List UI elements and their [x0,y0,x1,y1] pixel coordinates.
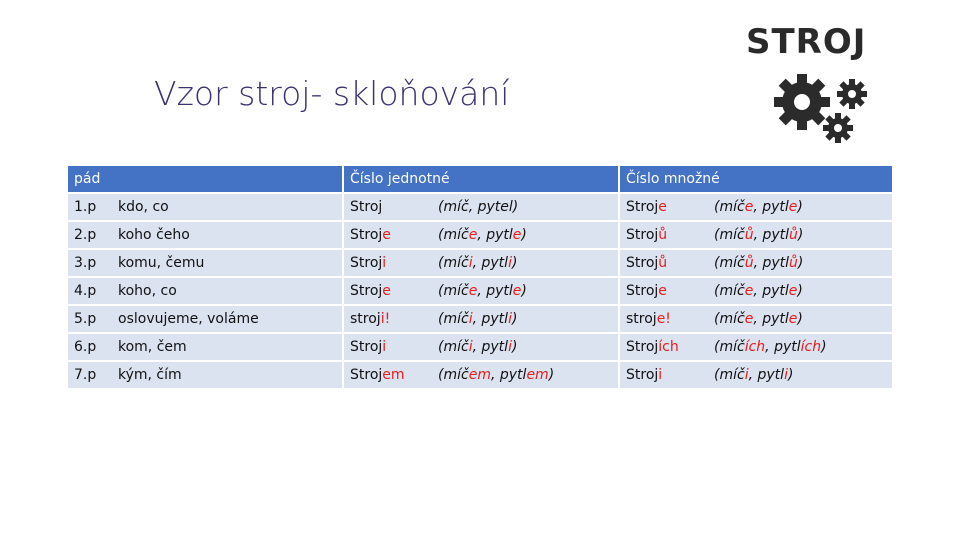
example-stem: míč [719,367,745,383]
example-ending: e [744,283,754,299]
example-ending: ích [744,339,766,355]
form-ending: e [382,283,391,299]
form-ending: i [382,255,387,271]
example-stem: míč [719,339,745,355]
example-stem: míč [443,311,469,327]
examples: (míčů, pytlů) [714,227,804,243]
singular-cell [344,362,618,388]
plural-cell [620,362,892,388]
case-cell [68,194,342,220]
example-stem: pytl [762,283,789,299]
table-header-row [68,166,892,192]
page-title: Vzor stroj- skloňování [154,74,510,113]
example-stem: pytl [757,367,785,383]
word-form [350,227,438,243]
example-stem: míč [443,283,469,299]
example-stem: míč [719,283,745,299]
gears-icon [740,72,880,152]
header-singular: Číslo jednotné [344,166,618,192]
example-stem: pytl [762,255,790,271]
example-ending: e [468,283,478,299]
case-number: 3.p [74,255,97,271]
singular-cell [344,306,618,332]
case-number: 6.p [74,339,97,355]
table-row [68,334,892,360]
table-row [68,250,892,276]
form-ending: em [382,367,405,383]
form-stem: Stroj [350,283,383,299]
word-form [626,199,714,215]
example-ending: e [512,283,522,299]
example-stem: míč [719,199,745,215]
plural-cell [620,250,892,276]
form-ending: e! [656,311,671,327]
example-stem: míč [719,311,745,327]
case-number: 4.p [74,283,97,299]
examples: (míčem, pytlem) [438,367,555,383]
example-ending: e [744,199,754,215]
example-stem: pytel [477,199,513,215]
examples: (míči, pytli) [438,311,518,327]
singular-cell [344,278,618,304]
plural-cell [620,194,892,220]
case-question: komu, čemu [118,255,205,271]
singular-cell [344,222,618,248]
word-form [626,255,714,271]
form-ending: i! [380,311,391,327]
example-stem: pytl [774,339,801,355]
case-question: kdo, co [118,199,169,215]
word-form [350,311,438,327]
example-ending: ů [789,227,798,243]
singular-cell [344,250,618,276]
example-ending: i [508,339,512,355]
word-form [626,311,714,327]
plural-cell [620,334,892,360]
case-question: kým, čím [118,367,182,383]
example-ending: i [468,255,473,271]
example-stem: míč [719,255,745,271]
example-ending: i [508,255,512,271]
case-number: 5.p [74,311,97,327]
example-stem: pytl [486,283,513,299]
examples: (míče, pytle) [714,199,803,215]
form-stem: Stroj [626,255,659,271]
word-form [626,339,714,355]
example-stem: míč [443,339,469,355]
example-stem: míč [443,367,469,383]
example-ending: ů [789,255,798,271]
example-ending: e [744,311,754,327]
table-row [68,278,892,304]
table-row [68,362,892,388]
example-ending: em [526,367,549,383]
example-ending: i [784,367,788,383]
word-form [350,283,438,299]
example-ending: ích [800,339,822,355]
form-stem: Stroj [626,227,659,243]
form-ending: e [658,283,667,299]
examples: (míčích, pytlích) [714,339,827,355]
example-stem: pytl [486,227,513,243]
form-ending: e [382,227,391,243]
example-ending: i [468,339,473,355]
case-question: koho čeho [118,227,190,243]
form-ending: e [658,199,667,215]
form-ending: ů [658,255,668,271]
example-stem: pytl [762,199,789,215]
header-case: pád [68,166,342,192]
word-form [350,199,438,215]
example-stem: pytl [499,367,527,383]
table-row [68,222,892,248]
example-stem: pytl [481,311,509,327]
header-plural: Číslo množné [620,166,892,192]
form-ending: ů [658,227,668,243]
stroj-logo [740,20,880,152]
example-stem: míč [443,227,469,243]
form-stem: Stroj [626,367,659,383]
example-ending: i [508,311,512,327]
form-stem: stroj [626,311,657,327]
singular-cell [344,194,618,220]
example-ending: e [468,227,478,243]
example-ending: ů [744,255,754,271]
examples: (míče, pytle) [714,311,803,327]
example-ending: e [788,311,798,327]
examples: (míč, pytel) [438,199,519,215]
example-stem: míč [443,199,469,215]
examples: (míče, pytle) [714,283,803,299]
form-stem: Stroj [350,339,383,355]
case-cell [68,278,342,304]
word-form [626,227,714,243]
example-stem: pytl [762,311,789,327]
form-stem: Stroj [350,367,383,383]
case-question: oslovujeme, voláme [118,311,259,327]
form-stem: Stroj [350,255,383,271]
plural-cell [620,222,892,248]
form-stem: Stroj [626,283,659,299]
case-cell [68,334,342,360]
form-stem: Stroj [350,227,383,243]
word-form [626,283,714,299]
case-question: kom, čem [118,339,187,355]
example-ending: i [744,367,749,383]
example-stem: pytl [481,339,509,355]
word-form [350,367,438,383]
examples: (míči, pytli) [438,255,518,271]
plural-cell [620,306,892,332]
form-ending: i [658,367,663,383]
case-number: 2.p [74,227,97,243]
form-stem: Stroj [350,199,383,215]
case-question: koho, co [118,283,177,299]
examples: (míčů, pytlů) [714,255,804,271]
examples: (míči, pytli) [714,367,794,383]
example-stem: míč [719,227,745,243]
word-form [626,367,714,383]
examples: (míče, pytle) [438,227,527,243]
example-ending: em [468,367,491,383]
case-number: 7.p [74,367,97,383]
examples: (míče, pytle) [438,283,527,299]
example-stem: pytl [481,255,509,271]
case-cell [68,250,342,276]
form-stem: Stroj [626,199,659,215]
examples: (míči, pytli) [438,339,518,355]
form-stem: Stroj [626,339,659,355]
example-ending: i [468,311,473,327]
case-cell [68,222,342,248]
word-form [350,339,438,355]
example-ending: e [788,199,798,215]
form-stem: stroj [350,311,381,327]
logo-text: STROJ [746,22,867,62]
example-ending: ů [744,227,754,243]
case-cell [68,306,342,332]
example-stem: pytl [762,227,790,243]
table-row [68,194,892,220]
case-number: 1.p [74,199,97,215]
example-stem: míč [443,255,469,271]
word-form [350,255,438,271]
example-ending: e [512,227,522,243]
case-cell [68,362,342,388]
table-row [68,306,892,332]
form-ending: i [382,339,387,355]
form-ending: ích [658,339,679,355]
singular-cell [344,334,618,360]
plural-cell [620,278,892,304]
declension-table [66,164,894,390]
example-ending: e [788,283,798,299]
